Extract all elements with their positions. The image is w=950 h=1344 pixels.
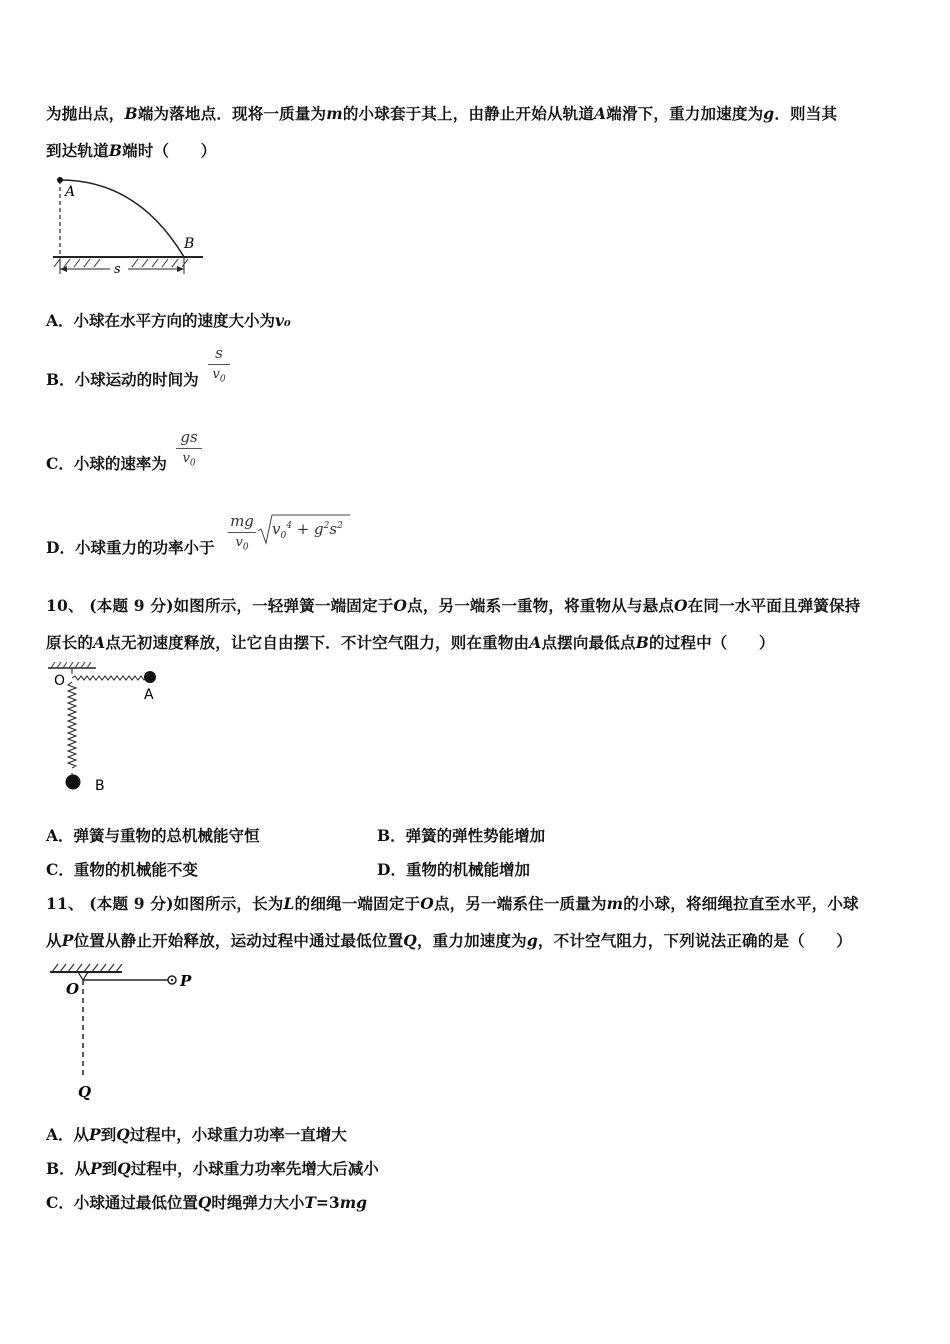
q9-trajectory-figure bbox=[48, 172, 208, 282]
q10-option-c: C．重物的机械能不变 bbox=[46, 860, 198, 879]
q10-label-B: B bbox=[95, 778, 105, 794]
q9-option-b: B．小球运动的时间为 bbox=[46, 370, 199, 389]
q10-stem-line2: 原长的A点无初速度释放，让它自由摆下．不计空气阻力，则在重物由A点摆向最低点B的过程中（ ） bbox=[46, 633, 775, 652]
q9-option-d: D．小球重力的功率小于 bbox=[46, 538, 215, 557]
q11-stem-line1: 11、 (本题 9 分)如图所示，长为L的细绳一端固定于O点，另一端系住一质量为m的小球，将细绳拉直至水平，小球 bbox=[46, 894, 859, 913]
q11-option-b: B．从P到Q过程中，小球重力功率先增大后减小 bbox=[46, 1159, 379, 1178]
q10-option-d: D．重物的机械能增加 bbox=[377, 860, 530, 879]
q11-stem-line2: 从P位置从静止开始释放，运动过程中通过最低位置Q，重力加速度为g，不计空气阻力，下列说法正确的是（ ） bbox=[46, 931, 852, 950]
q9-option-b-fraction: s $v_0$ bbox=[208, 344, 230, 385]
q9-option-c-fraction: gs $v_0$ bbox=[176, 428, 202, 469]
q9-option-a: A．小球在水平方向的速度大小为v₀ bbox=[46, 311, 291, 330]
q11-option-a: A．从P到Q过程中，小球重力功率一直增大 bbox=[46, 1125, 347, 1144]
q10-spring-figure bbox=[46, 660, 176, 800]
q9-label-A: A bbox=[65, 184, 76, 200]
q9-label-s: s bbox=[114, 262, 121, 277]
q10-stem-line1: 10、 (本题 9 分)如图所示，一轻弹簧一端固定于O点，另一端系一重物，将重物从与悬点O在同一水平面且弹簧保持 bbox=[46, 596, 861, 615]
q10-label-O: O bbox=[54, 673, 66, 689]
q9-stem-line1: 为抛出点，B端为落地点．现将一质量为m的小球套于其上，由静止开始从轨道A端滑下，重力加速度为g．则当其 bbox=[46, 104, 838, 123]
q11-label-P: P bbox=[180, 972, 192, 990]
q9-option-d-fraction: mg $v_0$ bbox=[228, 512, 256, 553]
q9-label-B: B bbox=[184, 236, 195, 252]
q9-option-c: C．小球的速率为 bbox=[46, 454, 167, 473]
q11-label-Q: Q bbox=[78, 1083, 92, 1101]
q11-option-c: C．小球通过最低位置Q时绳弹力大小T=3mg bbox=[46, 1193, 367, 1212]
q9-stem-line2: 到达轨道B端时（ ） bbox=[46, 141, 217, 160]
q10-label-A: A bbox=[144, 687, 154, 703]
q10-option-b: B．弹簧的弹性势能增加 bbox=[377, 826, 546, 845]
q10-option-a: A．弹簧与重物的总机械能守恒 bbox=[46, 826, 260, 845]
q11-pendulum-figure bbox=[46, 960, 206, 1100]
q11-label-O: O bbox=[66, 980, 80, 998]
q9-option-d-root: $v_0^4 + g^2s^2$ bbox=[272, 520, 343, 541]
